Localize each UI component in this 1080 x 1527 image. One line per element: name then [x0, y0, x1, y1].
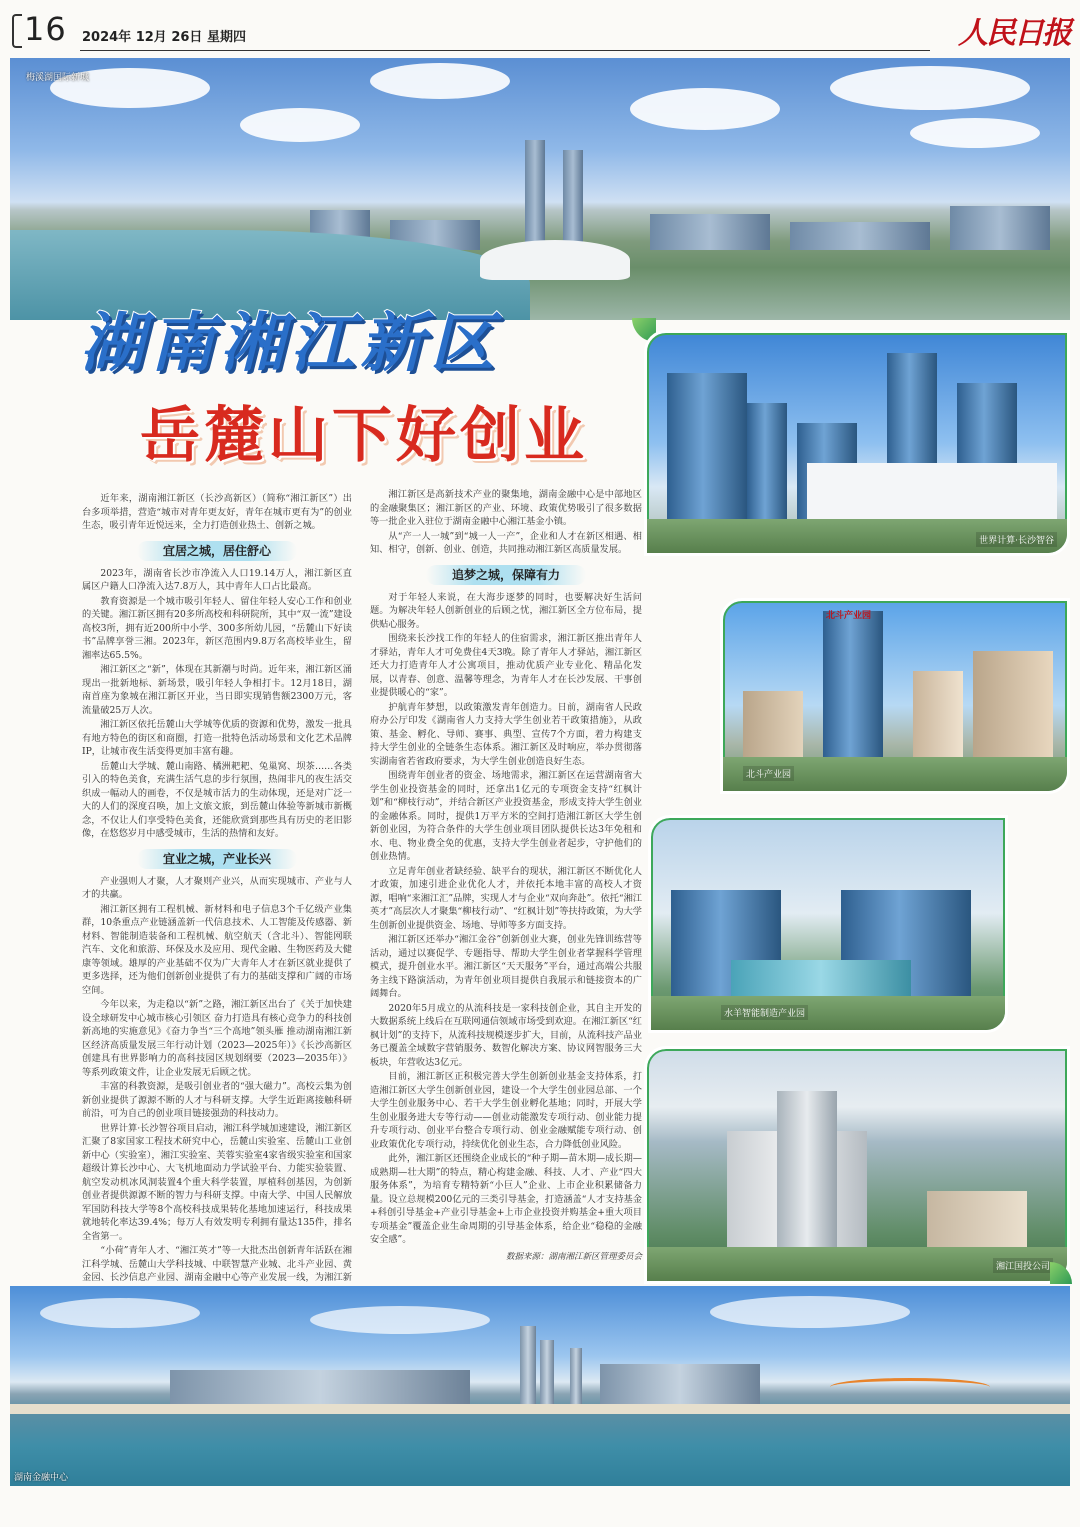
- paragraph: 围绕青年创业者的资金、场地需求，湘江新区在运营湖南省大学生创业投资基金的同时，还拿出1亿元的专项资金支持“红枫计划”和“柳枝行动”，并结合新区产业投资基金，形成支持大学生创业的金融体系。同时，提供1万平方米的空间打造湘江新区大学生创新创业园，为符合条件的大学生创业项目团队提供长达3年免租和水、电、物业费全免的优惠，支持大学生创业者起步，守护他们的创业热情。: [370, 770, 642, 862]
- paragraph: 对于年轻人来说，在大海步逐梦的同时，也要解决好生活问题。为解决年轻人创新创业的后顾之忧，湘江新区全方位布局，提供贴心服务。: [370, 591, 642, 630]
- page-header: [0, 0, 1080, 58]
- paragraph: 立足青年创业者缺经验、缺平台的现状，湘江新区不断优化人才政策，加速引进企业优化人才，并依托本地丰富的高校人才资源，唱响“来湘江汇”品牌，实现人才与企业“双向奔赴”。依托“湘江英才”高层次人才聚集“柳枝行动”、“红枫计划”等扶持政策，为大学生创新创业提供资金、场地、导师等多方面支持。: [370, 865, 642, 931]
- opera-house-shape: [480, 240, 630, 280]
- header-rule: [80, 50, 930, 51]
- paragraph: 产业强则人才聚，人才聚则产业兴，从而实现城市、产业与人才的共赢。: [82, 875, 352, 900]
- paragraph: 湘江新区拥有工程机械、新材料和电子信息3个千亿级产业集群，10条重点产业链涵盖新一代信息技术、人工智能及传感器、新材料、智能制造装备和工程机械、航空航天（含北斗）、智能网联汽车、文化和旅游、环保及水及应用、现代金融、生物医药及大健康等领域。雄厚的产业基础不仅为广大青年人才在新区就业提供了更多选择，还为他们创新创业提供了有力的基础支撑和广阔的市场空间。: [82, 903, 352, 996]
- page-number: 16: [24, 10, 67, 48]
- paragraph: 此外，湘江新区还围绕企业成长的“种子期—苗木期—成长期—成熟期—壮大期”的特点，精心构建金融、科技、人才、产业“四大服务体系”，为培育专精特新“小巨人”企业、上市企业积累储备力量。设立总规模200亿元的三类引导基金，打造涵盖“人才支持基金+科创引导基金+产业引导基金+上市企业投资并购基金+重大项目专项基金”覆盖企业生命周期的引导基金体系，给企业“稳稳的金融安全感”。: [370, 1153, 642, 1245]
- bottom-photo-caption: 湖南金融中心: [14, 1473, 69, 1483]
- photo-xiangjiang-investment: [644, 1046, 1070, 1284]
- top-panorama-photo: [10, 58, 1070, 320]
- photo-beidou-park: [720, 598, 1070, 794]
- paragraph: 湘江新区还举办“湘江金谷”创新创业大赛，创业先锋训练营等活动，通过以赛促学、专题指导、帮助大学生创业者掌握科学管理模式，提升创业水平。湘江新区“天天服务”平台，通过高端公共服务主线下路演活动，为青年创业项目提供自我展示和链接资本的广阔舞台。: [370, 934, 642, 999]
- main-title: 湖南湘江新区: [80, 306, 500, 381]
- photo-shuiyang-park: [648, 815, 1008, 1033]
- photo-smart-valley: [644, 330, 1070, 556]
- newspaper-masthead: 人民日报: [958, 16, 1070, 51]
- paragraph: 教育资源是一个城市吸引年轻人、留住年轻人安心工作和创业的关键。湘江新区拥有20多所高校和科研院所，其中“双一流”建设高校3所，拥有近200所中小学、300多所幼儿园，“岳麓山下好读书”品牌享誉三湘。2023年，新区范围内9.8万名高校毕业生，留湘率达65.5%。: [82, 595, 352, 661]
- paragraph: 从“产一人一城”到“城一人一产”，企业和人才在新区相遇、相知、相守，创新、创业、创造，共同推动湘江新区高质量发展。: [370, 530, 642, 555]
- data-source-note: 数据来源：湖南湘江新区管理委员会: [505, 1251, 642, 1262]
- paragraph: 世界计算·长沙智谷项目启动，湘江科学城加速建设，湘江新区汇聚了8家国家工程技术研究中心，岳麓山实验室、岳麓山工业创新中心（实验室），湘江实验室、芙蓉实验室4家省级实验室和国家超级计算长沙中心、大飞机地面动力学试验平台、力能实验装置、航空发动机冰风洞装置4个重大科学装置，厚植科创基因，为创新创业者提供源源不断的智力与科研支撑。中南大学、中国人民解放军国防科技大学等8个高校科技成果转化基地加速运行，科技成果就地转化率达39.4%；每万人有效发明专利拥有量达135件，排名全省第一。: [82, 1122, 352, 1242]
- paragraph: 2023年，湖南省长沙市净流入人口19.14万人，湘江新区直属区户籍人口净流入达7.8万人，其中青年人口占比最高。: [82, 567, 352, 592]
- photo-caption: 世界计算·长沙智谷: [976, 532, 1057, 547]
- article-column-1: [82, 492, 352, 1299]
- paragraph: 围绕来长沙找工作的年轻人的住宿需求，湘江新区推出青年人才驿站，青年人才可免费住4天3晚。除了青年人才驿站，湘江新区还大力打造青年人才公寓项目，推动优质产业专业化、精品化发展，以青春、创意、温馨等理念，为青年人才在长沙发展、干事创业提供暖心的“家”。: [370, 633, 642, 698]
- bridge-shape: [830, 1378, 990, 1396]
- paragraph: 岳麓山大学城、麓山南路、橘洲耙耙、兔巢窝、坝茶……各类引入的特色美食，充满生活气息的步行氛围，热闹非凡的夜生活交织成一幅动人的画卷，不仅是城市活力的生动体现，还是对广泛一大的人们的深度召唤，加上文旅文旅，到岳麓山体验等新城市新概念，不仅让人们享受特色美食，还能欣赏到那些具有历史的老旧影像，在悠悠岁月中感受城市，生活的热情和友好。: [82, 760, 352, 839]
- photo-caption: 水羊智能制造产业园: [721, 1005, 808, 1020]
- paragraph: 2020年5月成立的从流科技是一家科技创企业，其自主开发的大数据系统上线后在互联网通信领域市场受到欢迎。在湘江新区“红枫计划”的支持下，从流科技规模逐步扩大，目前，从流科技产品业务已覆盖全域数字营销服务、数智化解决方案、协议网智服务三大板块，年营收达3亿元。: [370, 1002, 642, 1068]
- intro-paragraph: 近年来，湖南湘江新区（长沙高新区）（简称“湘江新区”）出台多项举措，营造“城市对青年更友好，青年在城市更有为”的创业生态，吸引青年近悦远来，全力打造创业热土、创新之城。: [82, 493, 352, 531]
- paragraph: 湘江新区之“新”，体现在其新潮与时尚。近年来，湘江新区涌现出一批新地标、新场景，吸引年轻人争相打卡。12月18日，湖南首座为象城在湘江新区开业，当日即实现销售额2300万元，客流量破25万人次。: [82, 664, 352, 716]
- paragraph: 湘江新区是高新技术产业的聚集地，湖南金融中心是中部地区的金融聚集区；湘江新区的产业、环境、政策优势吸引了很多数据等一批企业入驻位于湖南金融中心湘江基金小镇。: [370, 489, 642, 527]
- paragraph: 今年以来，为走稳以“新”之路，湘江新区出台了《关于加快建设全球研发中心城市核心引领区 奋力打造具有核心竞争力的科技创新高地的实施意见》《奋力争当“三个高地”领头雁 推动湖南湘江新区经济高质量发展三年行动计划（2023—2025年）》《长沙高新区创建具有世界影响力的高科技园区规划纲要（2023—2035年）》等系列政策文件，让企业发展无后顾之忧。: [82, 999, 352, 1078]
- paragraph: “小荷”青年人才、“湘江英才”等一大批杰出创新青年活跃在湘江科学城、岳麓山大学科技城、中联智慧产业城、北斗产业园、黄金园、长沙信息产业园、湖南金融中心等产业发展一线，为湘江新: [82, 1245, 352, 1283]
- sub-title: 岳麓山下好创业: [140, 401, 588, 471]
- bottom-panorama-photo: [10, 1286, 1070, 1486]
- issue-date: 2024年 12月 26日 星期四: [82, 30, 246, 45]
- photo-caption: 北斗产业园: [743, 766, 794, 781]
- photo-caption: 湘江国投公司: [993, 1258, 1053, 1273]
- section-heading-dream: 追梦之城，保障有力: [426, 565, 586, 585]
- paragraph: 丰富的科教资源，是吸引创业者的“强大磁力”。高校云集为创新创业提供了源源不断的人才与科研支撑。大学生近距离接触科研前沿，可为自己的创业项目链接强劲的科技动力。: [82, 1081, 352, 1119]
- article-column-2: [370, 488, 642, 1264]
- page-number-bracket: [12, 14, 22, 48]
- section-heading-industry: 宜业之城，产业长兴: [137, 849, 297, 869]
- paragraph: 湘江新区依托岳麓山大学城等优质的资源和优势，激发一批具有地方特色的街区和商圈，打造一批特色活动场景和文化艺术品牌IP，让城市夜生活变得更加丰富有趣。: [82, 719, 352, 757]
- paragraph: 护航青年梦想，以政策激发青年创造力。日前，湖南省人民政府办公厅印发《湖南省人力支持大学生创业若干政策措施》，从政策、基金、孵化、导师、赛事、典型、宣传7个方面，着力构建支持大学生创业的全链条生态体系。湘江新区及时响应，举办贯彻落实湖南省若省政府要求，为大学生创业创造良好生态。: [370, 701, 642, 767]
- paragraph: 目前，湘江新区正积极完善大学生创新创业基金支持体系，打造湘江新区大学生创新创业园，建设一个大学生创业园总部、一个大学生创业服务中心、若干大学生创业孵化基地；同时，开展大学生创业服务进大专等行动——创业动能激发专项行动、创业能力提升专项行动、创业平台整合专项行动、创业金融赋能专项行动、创业政策优化专项行动，持续优化创业生态，合力降低创业风险。: [370, 1071, 642, 1150]
- top-photo-caption: 梅溪湖国际新城: [26, 73, 90, 83]
- section-heading-livable: 宜居之城，居住舒心: [137, 541, 297, 561]
- building-sign: 北斗产业园: [826, 611, 872, 621]
